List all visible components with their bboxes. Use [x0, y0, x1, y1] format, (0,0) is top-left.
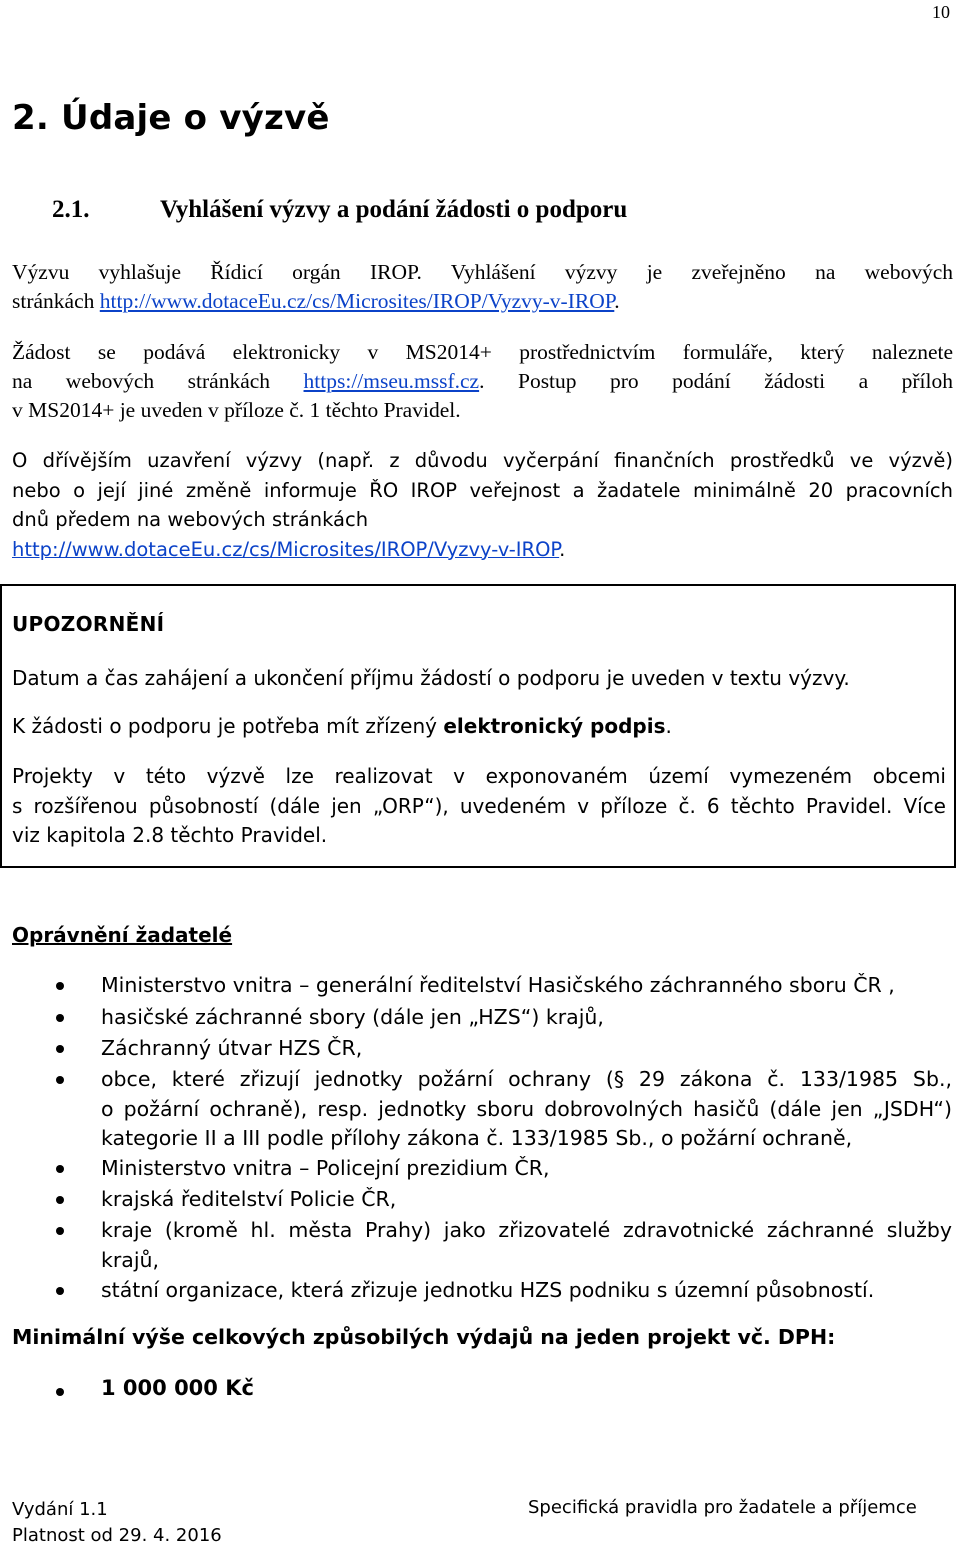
notice-line: s rozšířenou působností (dále jen „ORP“), uvedeném v příloze č. 6 těchto Pravidel. Více [12, 793, 946, 818]
paragraph-line: Žádost se podává elektronicky v MS2014+ prostřednictvím formuláře, který naleznete [12, 340, 953, 364]
bullet-icon [56, 1227, 64, 1235]
paragraph-line: O dřívějším uzavření výzvy (např. z důvodu vyčerpání finančních prostředků ve výzvě) [12, 449, 953, 472]
list-item: hasičské záchranné sbory (dále jen „HZS“) krajů, [101, 1003, 952, 1033]
footer-validity: Platnost od 29. 4. 2016 [12, 1525, 222, 1546]
notice-text-orp [12, 762, 946, 851]
notice-line: Projekty v této výzvě lze realizovat v exponovaném území vymezeném obcemi [12, 764, 946, 788]
bullet-icon [56, 1287, 64, 1295]
bullet-icon [56, 982, 64, 990]
list-item: kraje (kromě hl. města Prahy) jako zřizovatelé zdravotnické záchranné služby krajů, [101, 1216, 952, 1275]
eligible-applicants-title: Oprávnění žadatelé [12, 923, 233, 947]
section-number: 2.1. [52, 196, 90, 223]
paragraph-line: Výzvu vyhlašuje Řídicí orgán IROP. Vyhlášení výzvy je zveřejněno na webových [12, 260, 953, 284]
footer-left [12, 1497, 222, 1549]
list-item: krajská ředitelství Policie ČR, [101, 1185, 952, 1215]
notice-line: Datum a čas zahájení a ukončení příjmu žádostí o podporu je uveden v textu výzvy. [12, 666, 850, 690]
minimum-expenditure-title: Minimální výše celkových způsobilých výdajů na jeden projekt vč. DPH: [12, 1325, 836, 1349]
minimum-expenditure-amount: 1 000 000 Kč [101, 1376, 254, 1400]
paragraph-line: na webových stránkách https://mseu.mssf.cz. Postup pro podání žádosti a příloh [12, 369, 953, 393]
bullet-icon [56, 1014, 64, 1022]
bullet-icon [56, 1165, 64, 1173]
page-number: 10 [932, 2, 950, 22]
notice-text [12, 664, 946, 694]
list-item: Ministerstvo vnitra – generální ředitelství Hasičského záchranného sboru ČR , [101, 971, 952, 1001]
paragraph-announcement [12, 258, 953, 316]
chapter-heading: 2. Údaje o výzvě [12, 98, 330, 138]
section-title: Vyhlášení výzvy a podání žádosti o podporu [160, 196, 628, 223]
dotaceeu-link[interactable]: http://www.dotaceEu.cz/cs/Microsites/IROP/Vyzvy-v-IROP [99, 289, 615, 313]
paragraph-line: v MS2014+ je uveden v příloze č. 1 těchto Pravidel. [12, 398, 461, 422]
bullet-icon [56, 1045, 64, 1053]
footer-edition: Vydání 1.1 [12, 1499, 108, 1520]
list-item: státní organizace, která zřizuje jednotku HZS podniku s územní působností. [101, 1276, 952, 1306]
notice-text-signature [12, 712, 946, 742]
paragraph-line: dnů předem na webových stránkách [12, 508, 369, 531]
paragraph-line: stránkách http://www.dotaceEu.cz/cs/Microsites/IROP/Vyzvy-v-IROP. [12, 289, 620, 313]
paragraph-line: nebo o její jiné změně informuje ŘO IROP veřejnost a žadatele minimálně 20 pracovních [12, 478, 953, 502]
dotaceeu-link-2[interactable]: http://www.dotaceEu.cz/cs/Microsites/IROP/Vyzvy-v-IROP [12, 537, 560, 561]
footer-document-title: Specifická pravidla pro žadatele a příjemce [528, 1497, 917, 1518]
section-heading [52, 196, 627, 224]
bullet-icon [56, 1076, 64, 1084]
paragraph-application [12, 338, 953, 425]
list-item: Ministerstvo vnitra – Policejní prezidium ČR, [101, 1154, 952, 1184]
list-item: Záchranný útvar HZS ČR, [101, 1034, 952, 1064]
bullet-icon [56, 1196, 64, 1204]
paragraph-line: http://www.dotaceEu.cz/cs/Microsites/IROP/Vyzvy-v-IROP. [12, 537, 566, 561]
notice-line: K žádosti o podporu je potřeba mít zřízený elektronický podpis. [12, 714, 672, 738]
bullet-icon [56, 1388, 64, 1396]
notice-line: viz kapitola 2.8 těchto Pravidel. [12, 823, 328, 847]
notice-title: UPOZORNĚNÍ [12, 612, 165, 636]
list-item: obce, které zřizují jednotky požární ochrany (§ 29 zákona č. 133/1985 Sb., o požární ochraně), resp. jednotky sboru dobrovolných hasičů (dále jen „JSDH“) kategorie II a III podle přílohy zákona č. 133/1985 Sb., o požární ochraně, [101, 1065, 952, 1154]
paragraph-early-closing [12, 446, 953, 564]
mseu-link[interactable]: https://mseu.mssf.cz [303, 369, 480, 393]
